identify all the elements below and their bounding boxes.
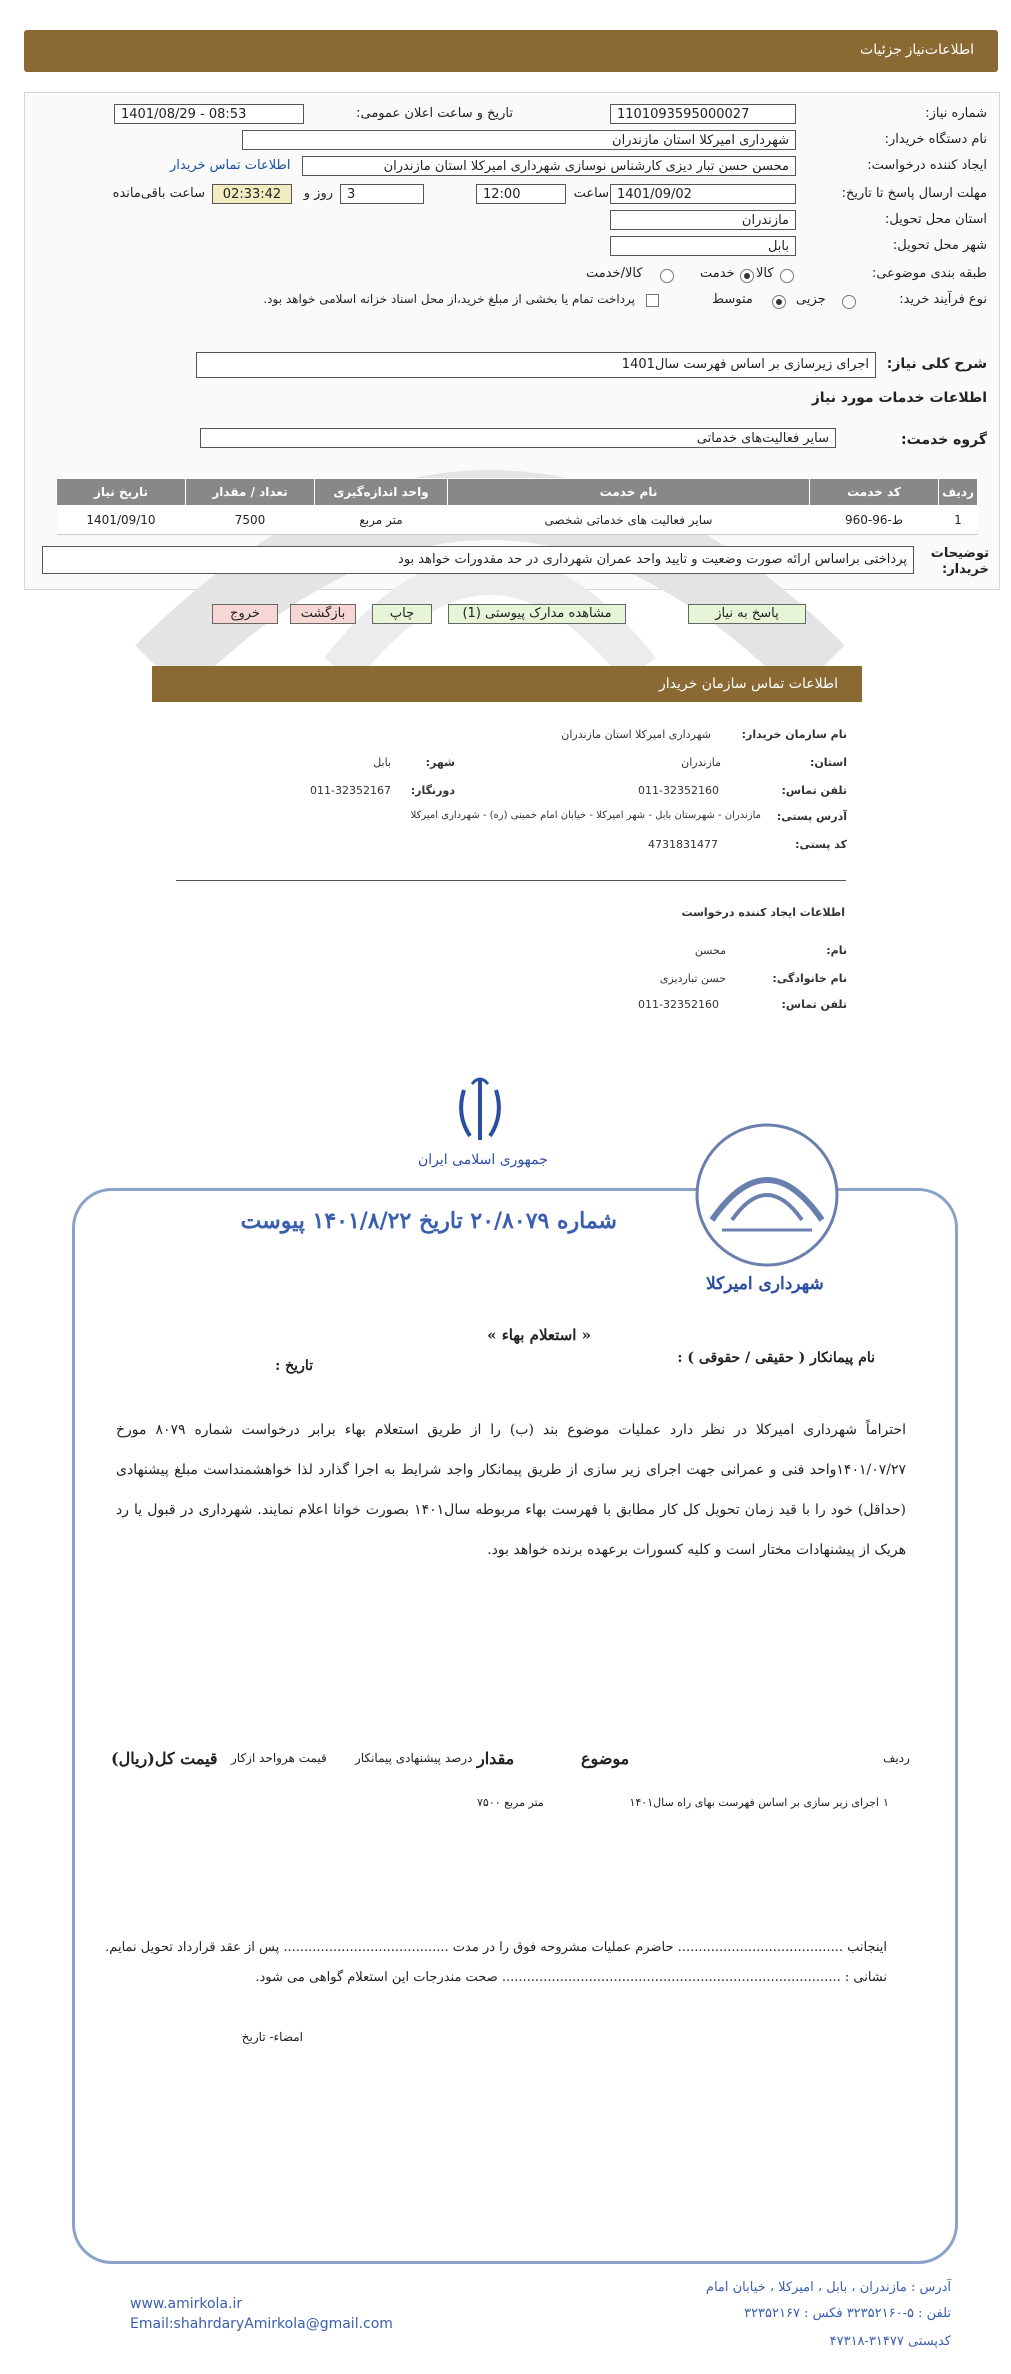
contact-section-header: [152, 666, 862, 702]
lt-cell-percent: [354, 1790, 474, 1860]
delivery-province-label: استان محل تحویل:: [885, 212, 987, 227]
table-row[interactable]: [57, 506, 978, 535]
lt-cell-amount: ۷۵۰۰ متر مربع: [477, 1796, 544, 1809]
category-service-radio[interactable]: [740, 265, 754, 284]
table-header-row: [57, 479, 978, 506]
buyer-name-label: نام دستگاه خریدار:: [884, 132, 987, 147]
letter-paragraph: احتراماً شهرداری امیرکلا در نظر دارد عملیات موضوع بند (ب) را از طریق استعلام بهاء برابر درخواست شماره ۸۰۷۹ مورخ ۱۴۰۱/۰۷/۲۷واحد فنی و عمرانی جهت اجرای زیر سازی از طریق پیمانکار واجد شرایط به اجرا گذارد لذا خواهشمنداست مبلغ پیشنهادی (حداقل) خود را با قید زمان تحویل کل کار مطابق با فهرست بهاء مربوطه سال۱۴۰۱ بصورت خوانا اعلام نمایند. شهرداری در قبول یا رد هریک از پیشنهادات مختار است و کلیه کسورات برعهده برنده خواهد بود.: [116, 1422, 907, 1558]
contact-city-label: شهر:: [425, 756, 455, 769]
lt-cell-unit-price: [230, 1790, 352, 1860]
contact-phone-value: 011-32352160: [638, 784, 719, 797]
cell-quantity: 7500: [186, 506, 315, 535]
contact-postal-label: کد پستی:: [795, 838, 847, 851]
org-name-value: شهرداری امیرکلا استان مازندران: [561, 728, 711, 741]
category-both-radio[interactable]: [660, 265, 674, 284]
col-row: ردیف: [939, 479, 978, 506]
process-partial-radio[interactable]: [842, 291, 856, 310]
delivery-province-field: مازندران: [610, 210, 796, 230]
cell-need-date: 1401/09/10: [57, 506, 186, 535]
lt-col-row: ردیف: [883, 1751, 910, 1765]
contact-fax-value: 011-32352167: [310, 784, 391, 797]
lt-cell-row: ۱: [883, 1796, 889, 1809]
contact-city-value: بابل: [373, 756, 391, 769]
municipality-logo-icon: [672, 1120, 862, 1270]
process-medium-label: متوسط: [712, 292, 753, 307]
letter-date-label: تاریخ :: [275, 1358, 313, 1374]
signature-label: امضاء- تاریخ: [241, 2030, 303, 2044]
deadline-date-field: 1401/09/02: [610, 184, 796, 204]
category-goods-radio[interactable]: [780, 265, 794, 284]
creator-family-value: حسن تباردیزی: [659, 972, 726, 985]
contact-address-label: آدرس پستی:: [776, 810, 847, 823]
requester-label: ایجاد کننده درخواست:: [867, 158, 987, 173]
category-both-label: کالا/خدمت: [586, 266, 643, 281]
category-label: طبقه بندی موضوعی:: [871, 266, 987, 281]
col-quantity: تعداد / مقدار: [186, 479, 315, 506]
process-type-label: نوع فرآیند خرید:: [899, 292, 987, 307]
contact-province-value: مازندران: [681, 756, 721, 769]
contact-phone-label: تلفن تماس:: [781, 784, 847, 797]
letter-website: www.amirkola.ir: [130, 2296, 243, 2312]
cell-service-code: ط-96-960: [810, 506, 939, 535]
creator-family-label: نام خانوادگی:: [772, 972, 847, 985]
section-divider: [176, 880, 846, 881]
letter-phone: تلفن : ۵-۳۲۳۵۲۱۶۰ فکس : ۳۲۳۵۲۱۶۷: [744, 2306, 951, 2321]
delivery-city-field: بابل: [610, 236, 796, 256]
col-unit: واحد اندازه‌گیری: [315, 479, 448, 506]
col-need-date: تاریخ نیاز: [57, 479, 186, 506]
letter-title: « استعلام بهاء »: [487, 1326, 591, 1344]
category-service-label: خدمت: [700, 266, 735, 281]
services-table: [56, 478, 978, 535]
creator-name-value: محسن: [694, 944, 726, 957]
deadline-time-label: ساعت: [573, 186, 609, 201]
buyer-contact-link[interactable]: اطلاعات تماس خریدار: [170, 158, 291, 173]
service-group-field: سایر فعالیت‌های خدماتی: [200, 428, 836, 448]
contractor-name-label: نام پیمانکار ( حقیقی / حقوقی ) :: [677, 1350, 875, 1366]
creator-name-label: نام:: [826, 944, 847, 957]
announce-date-field: 1401/08/29 - 08:53: [114, 104, 304, 124]
deadline-time-field: 12:00: [476, 184, 566, 204]
contact-address-value: مازندران - شهرستان بابل - شهر امیرکلا - خیابان امام خمینی (ره) - شهرداری امیرکلا: [410, 810, 761, 821]
category-goods-label: کالا: [756, 266, 774, 281]
letter-table-header-row: [110, 1728, 914, 1788]
contact-fax-label: دورنگار:: [410, 784, 455, 797]
emblem-caption: جمهوری اسلامی ایران: [418, 1152, 548, 1168]
lt-col-amount: مقدار: [477, 1748, 515, 1768]
deadline-label: مهلت ارسال پاسخ تا تاریخ:: [841, 186, 987, 201]
cell-row: 1: [939, 506, 978, 535]
tab-need-info[interactable]: اطلاعات‌نیاز: [905, 42, 974, 58]
exit-button[interactable]: خروج: [212, 604, 278, 624]
org-name-label: نام سازمان خریدار:: [741, 728, 847, 741]
back-button[interactable]: بازگشت: [290, 604, 356, 624]
need-number-field: 1101093595000027: [610, 104, 796, 124]
buyer-name-field: شهرداری امیرکلا استان مازندران: [242, 130, 796, 150]
municipality-name: شهرداری امیرکلا: [706, 1274, 824, 1294]
lt-col-percent: درصد پیشنهادی پیمانکار: [355, 1751, 473, 1765]
print-button[interactable]: چاپ: [372, 604, 432, 624]
remaining-label: ساعت باقی‌مانده: [112, 186, 205, 201]
closing-line-2: نشانی : .................................................................................. صحت مندرجات این استعلام گواهی می شود.: [255, 1970, 887, 1985]
closing-line-1: اینجانب ........................................ حاضرم عملیات مشروحه فوق را در مدت ........................................ پس از عقد قرارداد تحویل نمایم.: [105, 1940, 887, 1955]
need-number-label: شماره نیاز:: [925, 106, 987, 121]
table-row: [110, 1790, 914, 1860]
letter-postcode: کدپستی ۳۱۴۷۷-۴۷۳۱۸: [829, 2334, 951, 2349]
announce-date-label: تاریخ و ساعت اعلان عمومی:: [356, 106, 513, 121]
summary-label: شرح کلی نیاز:: [886, 356, 987, 372]
process-partial-label: جزیی: [796, 292, 826, 307]
letter-address: آدرس : مازندران ، بابل ، امیرکلا ، خیابان امام: [705, 2280, 951, 2295]
contact-section-title: اطلاعات تماس سازمان خریدار: [659, 676, 838, 692]
creator-phone-value: 011-32352160: [638, 998, 719, 1011]
letter-email: Email:shahrdaryAmirkola@gmail.com: [130, 2316, 393, 2332]
payment-note: پرداخت تمام یا بخشی از مبلغ خرید،از محل اسناد خزانه اسلامی خواهد بود.: [263, 292, 635, 306]
summary-field: اجرای زیرسازی بر اساس فهرست سال1401: [196, 352, 876, 378]
lt-col-unit-price: قیمت هرواحد ازکار: [231, 1751, 327, 1765]
services-section-title: اطلاعات خدمات مورد نیاز: [811, 390, 987, 406]
lt-cell-subject: اجرای زیر سازی بر اساس فهرست بهای راه سال۱۴۰۱: [629, 1796, 879, 1809]
process-medium-radio[interactable]: [772, 291, 786, 310]
col-service-code: کد خدمت: [810, 479, 939, 506]
col-service-name: نام خدمت: [448, 479, 810, 506]
contact-postal-value: 4731831477: [648, 838, 718, 851]
payment-checkbox[interactable]: [646, 292, 659, 311]
requester-field: محسن حسن تبار دیزی کارشناس نوسازی شهرداری امیرکلا استان مازندران: [302, 156, 796, 176]
cell-service-name: سایر فعالیت های خدماتی شخصی: [448, 506, 810, 535]
lt-col-subject: موضوع: [581, 1748, 630, 1768]
page-header-bar: [24, 30, 998, 72]
letter-reference: شماره ۲۰/۸۰۷۹ تاریخ ۱۴۰۱/۸/۲۲ پیوست: [240, 1208, 617, 1234]
buyer-notes-field: پرداختی براساس ارائه صورت وضعیت و تایید واحد عمران شهرداری در حد مقدورات خواهد بود: [42, 546, 914, 574]
lt-cell-total: [110, 1790, 228, 1860]
reply-button[interactable]: پاسخ به نیاز: [688, 604, 806, 624]
remaining-time-field: 02:33:42: [212, 184, 292, 204]
days-label: روز و: [303, 186, 333, 201]
tab-details[interactable]: جزئیات: [860, 42, 902, 58]
cell-unit: متر مربع: [315, 506, 448, 535]
contact-province-label: استان:: [810, 756, 847, 769]
lt-col-total: قیمت کل(ریال): [111, 1748, 218, 1768]
delivery-city-label: شهر محل تحویل:: [892, 238, 987, 253]
view-attachments-button[interactable]: مشاهده مدارک پیوستی (1): [448, 604, 626, 624]
days-field: 3: [340, 184, 424, 204]
iran-emblem-icon: [450, 1070, 510, 1150]
buyer-notes-label: توضیحات خریدار:: [930, 546, 989, 577]
creator-section-title: اطلاعات ایجاد کننده درخواست: [681, 906, 845, 919]
service-group-label: گروه خدمت:: [901, 432, 987, 448]
letter-table: [108, 1726, 916, 1862]
creator-phone-label: تلفن تماس:: [781, 998, 847, 1011]
